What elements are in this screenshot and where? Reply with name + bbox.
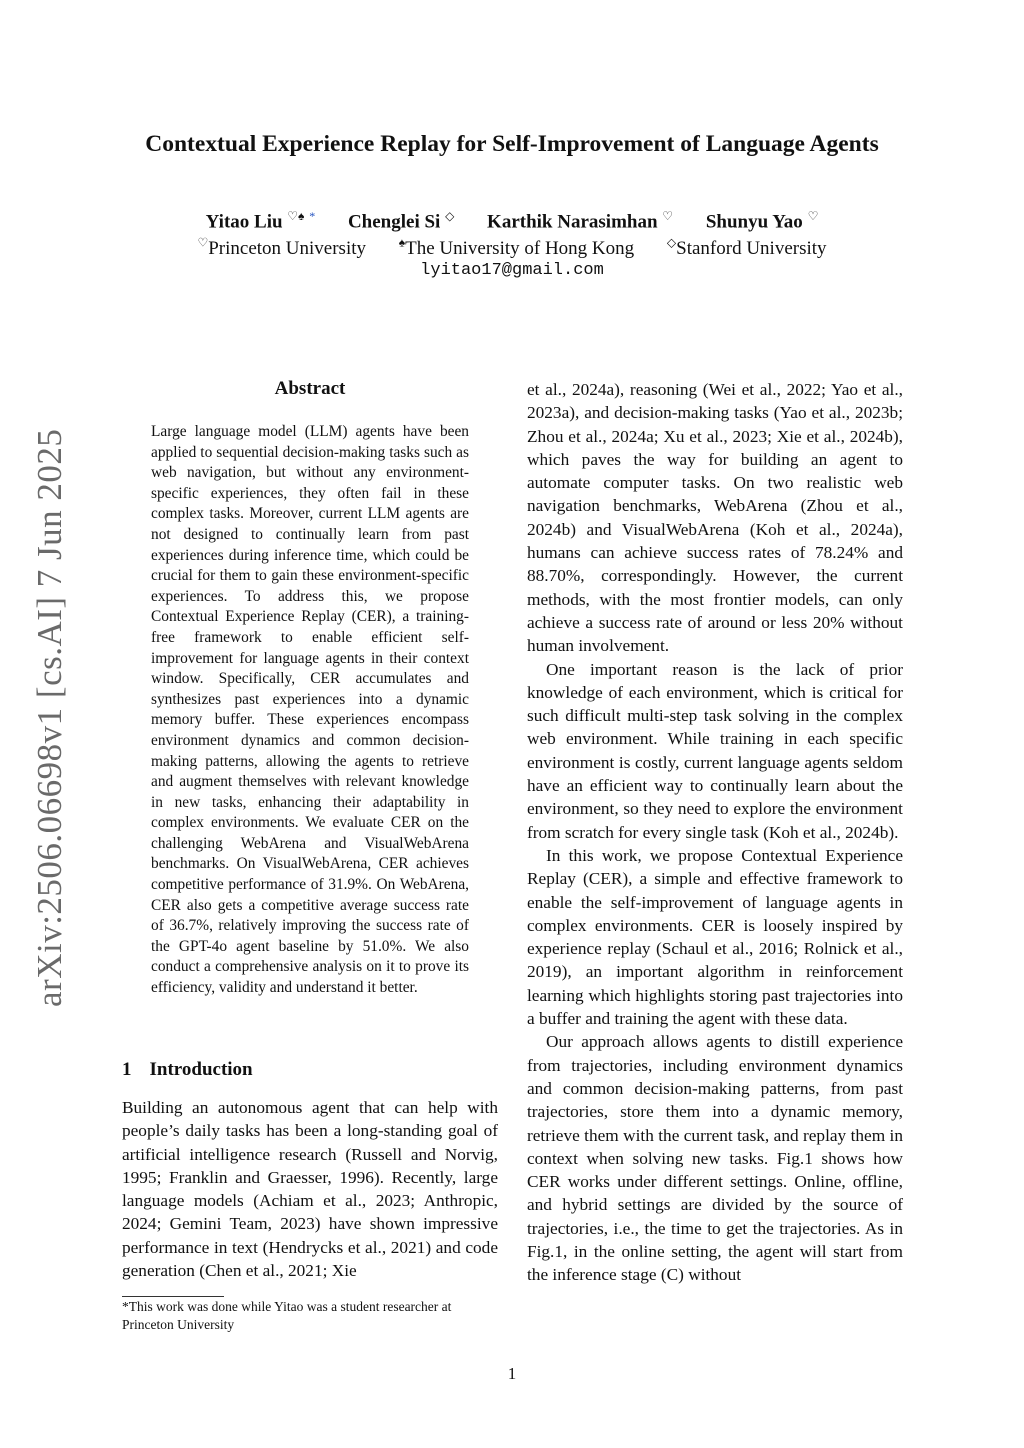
section-title: Introduction (149, 1059, 253, 1080)
right-column (527, 378, 903, 1287)
author-3 (487, 209, 673, 233)
abstract-heading: Abstract (274, 378, 346, 399)
affiliation-2 (399, 238, 634, 259)
author-2 (348, 209, 454, 233)
author-name: Karthik Narasimhan (487, 211, 658, 233)
affiliation-name: The University of Hong Kong (405, 238, 635, 260)
author-name: Shunyu Yao (705, 211, 803, 233)
author-name: Yitao Liu (205, 211, 283, 233)
affiliation-marks: ♡ (807, 209, 819, 223)
author-name: Chenglei Si (347, 211, 441, 233)
affiliation-marks: ◇ (445, 209, 455, 223)
section-number: 1 (122, 1059, 132, 1080)
footnote-rule (122, 1296, 224, 1297)
paragraph: Our approach allows agents to distill experience from trajectories, including environment dynamics and common decision-making patterns, from past trajectories, store them into a dynamic memory, retrieve them with the current task, and replay them in context when solving new tasks. Fig.1 shows how CER works under different settings. Online, offline, and hybrid settings are divided by the source of trajectories, i.e., the time to get the trajectories. As in Fig.1, in the online setting, the agent will start from the inference stage (C) without (527, 1032, 903, 1285)
author-list (0, 209, 1024, 233)
arxiv-stamp: arXiv:2506.06698v1 [cs.AI] 7 Jun 2025 (30, 428, 69, 1007)
affiliation-3 (667, 238, 827, 259)
affiliation-1 (197, 238, 366, 259)
paper-title: Contextual Experience Replay for Self-Improvement of Language Agents (145, 131, 879, 157)
affiliation-mark: ♠ (398, 236, 406, 250)
page-number: 1 (507, 1364, 517, 1383)
author-email[interactable]: lyitao17@gmail.com (420, 261, 604, 280)
affiliation-name: Princeton University (208, 238, 366, 260)
section-heading (122, 1059, 253, 1081)
paragraph: et al., 2024a), reasoning (Wei et al., 2022; Yao et al., 2023a), and decision-making tasks (Yao et al., 2023b; Zhou et al., 2024a; Xu et al., 2023; Xie et al., 2024b), which paves the way for building an agent to automate computer tasks. On two realistic web navigation benchmarks, WebArena (Zhou et al., 2024b) and VisualWebArena (Koh et al., 2024a), humans can achieve success rates of 78.24% and 88.70%, correspondingly. However, the current methods, with the most frontier models, can only achieve a success rate of around or less 20% without human involvement. (527, 380, 903, 656)
affiliation-mark: ♡ (197, 236, 209, 250)
author-1 (206, 209, 316, 233)
affiliation-marks: ♡♠ (287, 209, 305, 223)
intro-paragraph: Building an autonomous agent that can help with people’s daily tasks has been a long-standing goal of artificial intelligence research (Russell and Norvig, 1995; Franklin and Graesser, 1996). Recently, large language models (Achiam et al., 2023; Anthropic, 2024; Gemini Team, 2023) have shown impressive performance in text (Hendrycks et al., 2021) and code generation (Chen et al., 2021; Xie (122, 1098, 498, 1281)
author-4 (706, 209, 819, 233)
affiliation-name: Stanford University (676, 238, 827, 260)
abstract-body: Large language model (LLM) agents have been applied to sequential decision-making tasks such as web navigation, but without any environment-specific experiences, they often fail in these complex tasks. Moreover, current LLM agents are not designed to continually learn from past experiences during inference time, which could be crucial for them to gain these environment-specific experiences. To address this, we propose Contextual Experience Replay (CER), a training-free framework to enable efficient self-improvement for language agents in their context window. Specifically, CER accumulates and synthesizes past experiences into a dynamic memory buffer. These experiences encompass environment dynamics and common decision-making patterns, allowing the agents to retrieve and augment themselves with relevant knowledge in new tasks, enhancing their adaptability in complex environments. We evaluate CER on the challenging WebArena and VisualWebArena benchmarks. On VisualWebArena, CER achieves competitive performance of 31.9%. On WebArena, CER also gets a competitive average success rate of 36.7%, relatively improving the success rate of the GPT-4o agent baseline by 51.0%. We also conduct a comprehensive analysis on it to prove its efficiency, validity and understand it better. (151, 423, 469, 997)
affiliation-marks: ♡ (662, 209, 674, 223)
affiliation-mark: ◇ (666, 236, 677, 250)
affiliation-list (0, 236, 1024, 260)
footnote-mark[interactable]: * (309, 209, 316, 223)
paragraph: In this work, we propose Contextual Experience Replay (CER), a simple and effective framework to enable the self-improvement of language agents in complex environments. CER is loosely inspired by experience replay (Schaul et al., 2016; Rolnick et al., 2019), an important algorithm in reinforcement learning which highlights storing past trajectories into a buffer and training the agent with these data. (527, 845, 903, 1029)
footnote: *This work was done while Yitao was a student researcher at Princeton University (122, 1299, 452, 1332)
paragraph: One important reason is the lack of prior knowledge of each environment, which is critical for such difficult multi-step task solving in the complex web environment. While training in each specific environment is costly, current language agents seldom have an efficient way to continually learn about the environment, so they need to explore the environment from scratch for every single task (Koh et al., 2024b). (527, 659, 903, 842)
